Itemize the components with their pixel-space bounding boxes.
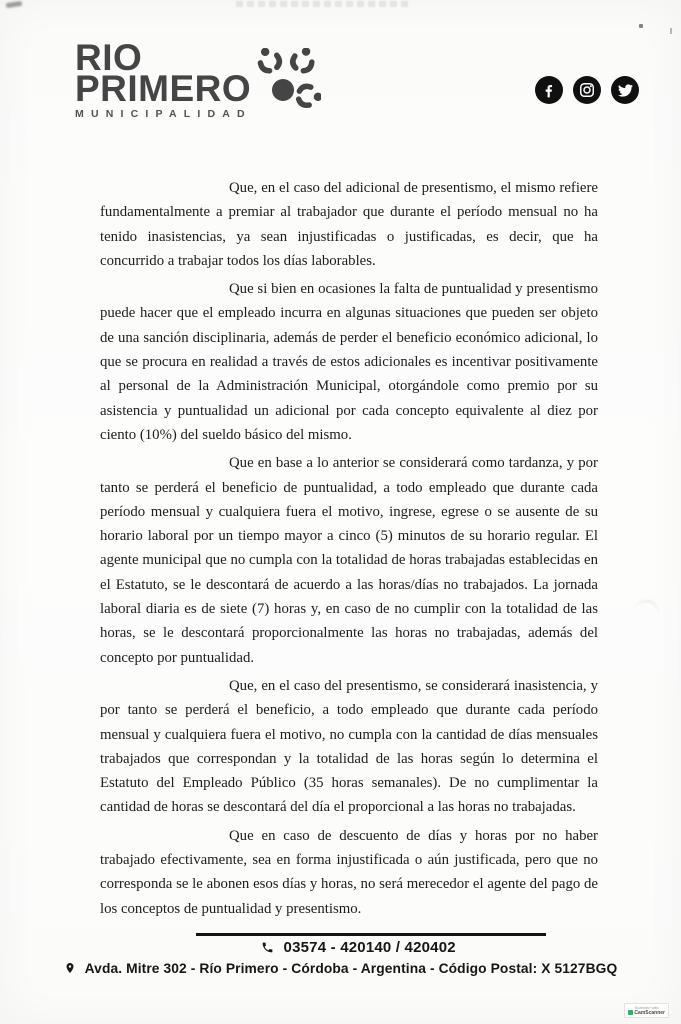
camscanner-icon (628, 1010, 633, 1015)
facebook-icon (535, 76, 563, 104)
watermark-camscanner-label: CamScanner (634, 1009, 665, 1016)
logo-subtitle: MUNICIPALIDAD (75, 108, 252, 120)
scan-artifact (6, 1, 23, 8)
municipality-logo (75, 37, 252, 120)
paragraph-tardanza: Que en base a lo anterior se considerará como tardanza, y por tanto se perderá el beneficio de puntualidad, a todo empleado que durante cada período mensual y cualquiera fuera el motivo, ingrese, egrese o se ausente de su horario laboral por un tiempo mayor a cinco (5) minutos de su horario regular. El agente municipal que no cumpla con la totalidad de horas trabajadas establecidas en el Estatuto, se le descontará de acuerdo a las horas/días no trabajados. La jornada laboral diaria es de siete (7) horas y, en caso de no cumplir con la totalidad de las horas, se le descontará proporcionalmente las horas no trabajadas, además del concepto por puntualidad. (100, 455, 598, 666)
footer-phone-row (18, 939, 681, 958)
paragraph-incentivo-adicional: Que si bien en ocasiones la falta de puntualidad y presentismo puede hacer que el empleado incurra en algunas situaciones que pueden ser objeto de una sanción disciplinaria, además de perder el beneficio económico adicional, lo que se procura en realidad a través de estos adicionales es incentivar positivamente al personal de la Administración Municipal, otorgándole como premio por su asistencia y puntualidad un adicional por cada concepto equivalente al diez por ciento (10%) del sueldo básico del mismo. (100, 281, 598, 443)
people-around-sun-icon (257, 48, 321, 123)
logo-line1: RIO (75, 37, 143, 78)
scan-artifact (639, 24, 643, 28)
footer-phone: 03574 - 420140 / 420402 (283, 939, 456, 956)
footer-divider (196, 933, 546, 936)
footer-address: Avda. Mitre 302 - Río Primero - Córdoba - Argentina - Código Postal: X 5127BGQ (84, 960, 618, 976)
scan-artifact (630, 597, 662, 631)
location-pin-icon (64, 962, 80, 977)
watermark-scanned-with: Scanned with (634, 1004, 659, 1010)
document-body (100, 176, 598, 925)
paragraph-inasistencia: Que, en el caso del presentismo, se considerará inasistencia, y por tanto se perderá el beneficio, a todo empleado que durante cada período mensual y cualquiera fuera el motivo, no cumpla con la cantidad de días mensuales trabajados que correspondan y la totalidad de las horas según lo determina el Estatuto del Empleado Público (35 horas semanales). De no cumplimentar la cantidad de horas se descontará del día el proporcional a las horas no trabajadas. (100, 677, 598, 816)
twitter-icon (611, 76, 639, 104)
paragraph-presentismo-definicion: Que, en el caso del adicional de presentismo, el mismo refiere fundamentalmente a premiar al trabajador que durante el período mensual no ha tenido inasistencias, ya sean injustificadas o justificadas, es decir, que ha concurrido a trabajar todos los días laborables. (100, 180, 598, 269)
paragraph-descuento: Que en caso de descuento de días y horas por no haber trabajado efectivamente, sea en forma injustificada o aún justificada, pero que no corresponda se le abonen esos días y horas, no será merecedor el agente del pago de los conceptos de puntualidad y presentismo. (100, 827, 598, 917)
footer-address-row (0, 961, 681, 978)
social-icons-row (535, 76, 639, 104)
logo-line2: PRIMERO (75, 68, 252, 109)
scan-artifact (670, 28, 672, 34)
footer (0, 939, 681, 977)
watermark-camscanner (628, 1010, 665, 1016)
phone-icon (261, 941, 278, 958)
instagram-icon (573, 76, 601, 104)
scan-artifact (236, 1, 411, 7)
camscanner-watermark (624, 1003, 669, 1018)
